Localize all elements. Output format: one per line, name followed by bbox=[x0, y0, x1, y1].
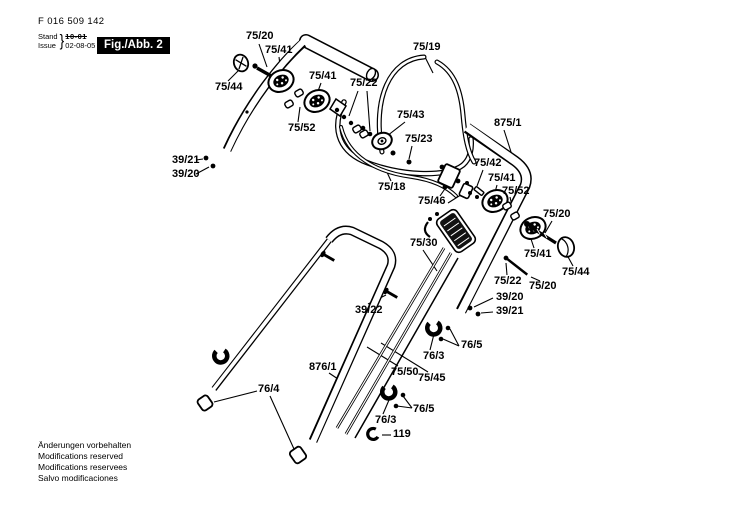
part-label: 75/41 bbox=[265, 44, 293, 56]
part-label: 75/44 bbox=[562, 266, 590, 278]
part-label: 39/20 bbox=[496, 291, 524, 303]
header bbox=[38, 16, 104, 51]
pin-39-20-right bbox=[468, 306, 473, 311]
part-label: 75/22 bbox=[350, 77, 378, 89]
footer-line-fr: Modifications reservees bbox=[38, 462, 128, 472]
part-label: 75/22 bbox=[494, 275, 522, 287]
part-label: 76/3 bbox=[375, 414, 397, 426]
issue-label: Issue bbox=[38, 41, 56, 50]
part-label: 75/46 bbox=[418, 195, 446, 207]
footer-line-es: Salvo modificaciones bbox=[38, 473, 118, 483]
stand-label: Stand bbox=[38, 32, 58, 41]
part-label: 75/50 bbox=[391, 366, 419, 378]
footer-notice bbox=[38, 440, 131, 484]
upper-handle-grip bbox=[227, 41, 377, 151]
part-label: 39/21 bbox=[496, 305, 524, 317]
part-label: 39/20 bbox=[172, 168, 200, 180]
part-label: 76/5 bbox=[461, 339, 483, 351]
part-label: 75/23 bbox=[405, 133, 433, 145]
footer-line-de: Änderungen vorbehalten bbox=[38, 440, 132, 450]
knob-set-right bbox=[479, 186, 577, 277]
part-label: 75/41 bbox=[524, 248, 552, 260]
old-issue-date: 10-01 bbox=[65, 32, 87, 41]
issue-date: 02-08-05 bbox=[65, 41, 96, 50]
part-label: 75/19 bbox=[413, 41, 441, 53]
part-label: 75/18 bbox=[378, 181, 406, 193]
clip-119 bbox=[366, 428, 378, 441]
pin-39-21-left bbox=[204, 156, 209, 161]
part-label: 75/42 bbox=[474, 157, 502, 169]
part-label: 39/22 bbox=[355, 304, 383, 316]
pin-39-21-right bbox=[476, 312, 481, 317]
part-label: 76/5 bbox=[413, 403, 435, 415]
part-label: 875/1 bbox=[494, 117, 522, 129]
part-label: 75/43 bbox=[397, 109, 425, 121]
part-label: 76/4 bbox=[258, 383, 280, 395]
figure-number-badge: Fig./Abb. 2 bbox=[97, 37, 170, 54]
handle-end-cap bbox=[196, 394, 213, 412]
issue-date-block bbox=[38, 31, 104, 51]
part-label: 75/45 bbox=[418, 372, 446, 384]
part-label: 876/1 bbox=[309, 361, 337, 373]
cable-loop bbox=[379, 57, 474, 162]
document-number: F 016 509 142 bbox=[38, 16, 105, 27]
part-label: 75/20 bbox=[529, 280, 557, 292]
part-label: 75/41 bbox=[488, 172, 516, 184]
part-label: 75/20 bbox=[246, 30, 274, 42]
pin-39-20-left bbox=[211, 164, 216, 169]
part-label: 75/30 bbox=[410, 237, 438, 249]
handle-end-cap bbox=[289, 446, 308, 465]
part-label: 75/20 bbox=[543, 208, 571, 220]
part-label: 119 bbox=[393, 428, 411, 440]
part-label: 39/21 bbox=[172, 154, 200, 166]
part-label: 75/52 bbox=[288, 122, 316, 134]
pin-75-23 bbox=[407, 160, 412, 165]
brace-glyph: } bbox=[59, 31, 64, 50]
part-label: 75/52 bbox=[502, 185, 530, 197]
footer-line-en: Modifications reserved bbox=[38, 451, 124, 461]
lower-handle bbox=[196, 230, 392, 464]
part-label: 75/41 bbox=[309, 70, 337, 82]
cable-clamps bbox=[213, 320, 451, 440]
part-label: 75/44 bbox=[215, 81, 243, 93]
part-label: 76/3 bbox=[423, 350, 445, 362]
